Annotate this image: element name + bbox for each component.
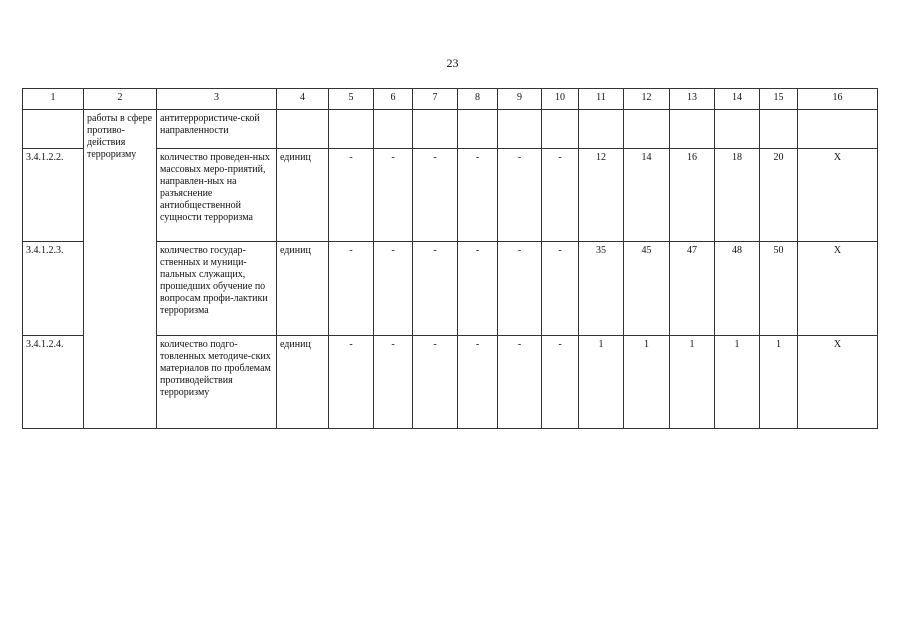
value-cell: - xyxy=(458,242,498,336)
unit-cell xyxy=(277,110,329,149)
column-number: 2 xyxy=(84,89,157,110)
indicators-table xyxy=(22,88,878,429)
value-cell: - xyxy=(374,149,413,242)
code-cell: 3.4.1.2.2. xyxy=(23,149,84,242)
unit-cell: единиц xyxy=(277,149,329,242)
column-number: 11 xyxy=(579,89,624,110)
indicator-cell: количество государ-ственных и муници-пальных служащих, прошедших обучение по вопросам профи-лактики терроризма xyxy=(157,242,277,336)
value-cell: - xyxy=(413,242,458,336)
value-cell: 1 xyxy=(715,336,760,429)
indicator-cell: антитеррористиче-ской направленности xyxy=(157,110,277,149)
value-cell: - xyxy=(498,336,542,429)
value-cell: - xyxy=(329,242,374,336)
code-cell: 3.4.1.2.3. xyxy=(23,242,84,336)
unit-cell: единиц xyxy=(277,242,329,336)
value-cell: - xyxy=(413,336,458,429)
value-cell: - xyxy=(413,149,458,242)
column-number: 8 xyxy=(458,89,498,110)
value-cell: 35 xyxy=(579,242,624,336)
page-number: 23 xyxy=(446,56,459,70)
value-cell: X xyxy=(798,242,878,336)
column-number: 16 xyxy=(798,89,878,110)
activity-group-cell: работы в сфере противо-действия терроризму xyxy=(84,110,157,429)
column-number: 4 xyxy=(277,89,329,110)
value-cell: - xyxy=(542,242,579,336)
code-cell xyxy=(23,110,84,149)
column-number: 14 xyxy=(715,89,760,110)
value-cell: 47 xyxy=(670,242,715,336)
column-number: 5 xyxy=(329,89,374,110)
value-cell: 20 xyxy=(760,149,798,242)
column-number: 7 xyxy=(413,89,458,110)
column-number: 6 xyxy=(374,89,413,110)
value-cell: 50 xyxy=(760,242,798,336)
value-cell: - xyxy=(542,336,579,429)
column-number: 3 xyxy=(157,89,277,110)
value-cell: - xyxy=(329,336,374,429)
value-cell: X xyxy=(798,336,878,429)
column-number: 10 xyxy=(542,89,579,110)
value-cell: 16 xyxy=(670,149,715,242)
code-cell: 3.4.1.2.4. xyxy=(23,336,84,429)
value-cell: 45 xyxy=(624,242,670,336)
value-cell: X xyxy=(798,149,878,242)
indicator-cell: количество проведен-ных массовых меро-приятий, направлен-ных на разъяснение антиобщественной сущности терроризма xyxy=(157,149,277,242)
value-cell: 1 xyxy=(670,336,715,429)
value-cell: - xyxy=(458,149,498,242)
value-cell: 48 xyxy=(715,242,760,336)
value-cell: - xyxy=(329,149,374,242)
value-cell: 1 xyxy=(579,336,624,429)
value-cell: - xyxy=(374,336,413,429)
column-number: 15 xyxy=(760,89,798,110)
unit-cell: единиц xyxy=(277,336,329,429)
value-cell: 14 xyxy=(624,149,670,242)
indicator-cell: количество подго-товленных методиче-ских материалов по проблемам противодействия терроризму xyxy=(157,336,277,429)
column-number: 9 xyxy=(498,89,542,110)
column-number: 12 xyxy=(624,89,670,110)
value-cell: - xyxy=(542,149,579,242)
value-cell: 18 xyxy=(715,149,760,242)
table-row xyxy=(23,110,878,149)
column-number-row xyxy=(23,89,878,110)
value-cell: 1 xyxy=(624,336,670,429)
value-cell: - xyxy=(458,336,498,429)
value-cell: - xyxy=(374,242,413,336)
value-cell: 12 xyxy=(579,149,624,242)
value-cell: - xyxy=(498,149,542,242)
value-cell: 1 xyxy=(760,336,798,429)
column-number: 13 xyxy=(670,89,715,110)
column-number: 1 xyxy=(23,89,84,110)
value-cell: - xyxy=(498,242,542,336)
